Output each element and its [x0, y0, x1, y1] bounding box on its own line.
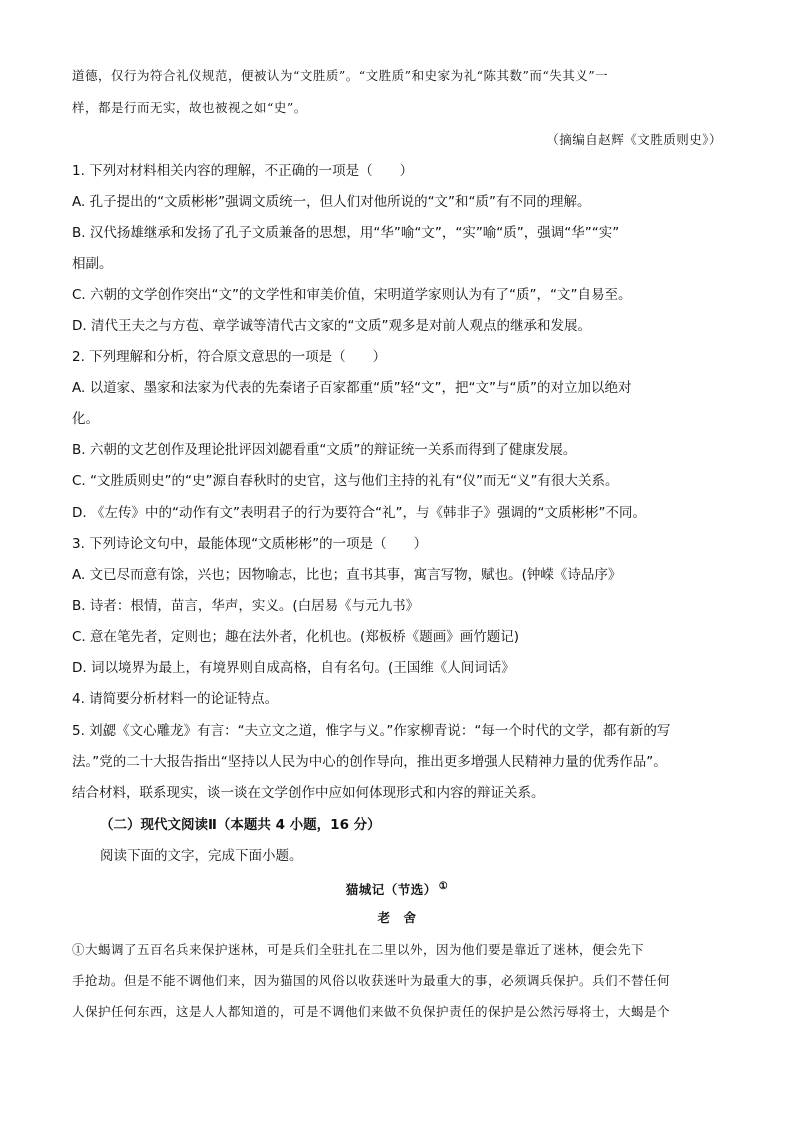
passage-title — [0, 877, 794, 900]
paragraph-line: 道德，仅行为符合礼仪规范，便被认为“文胜质”。“文胜质”和史家为礼“陈其数”而“失其义”一 — [72, 68, 609, 83]
question-1-option-d: D. 清代王夫之与方苞、章学诚等清代古文家的“文质”观多是对前人观点的继承和发展。 — [72, 318, 591, 334]
question-4-stem: 4. 请简要分析材料一的论证特点。 — [72, 691, 279, 707]
question-2-option-b: B. 六朝的文艺创作及理论批评因刘勰看重“文质”的辩证统一关系而得到了健康发展。 — [72, 442, 577, 458]
section-instruction: 阅读下面的文字，完成下面小题。 — [100, 848, 303, 864]
question-5-line: 5. 刘勰《文心雕龙》有言：“夫立文之道，惟字与义。”作家柳青说：“每一个时代的文学，都有新的写 — [72, 723, 671, 739]
passage-title-text: 猫城记（节选） — [345, 882, 437, 898]
question-3-option-c: C. 意在笔先者，定则也；趣在法外者，化机也。(郑板桥《题画》画竹题记) — [72, 629, 520, 645]
question-5-line: 结合材料，联系现实，谈一谈在文学创作中应如何体现形式和内容的辩证关系。 — [72, 785, 545, 801]
footnote-marker: ① — [438, 881, 449, 892]
question-2-option-d: D. 《左传》中的“动作有文”表明君子的行为要符合“礼”，与《韩非子》强调的“文质彬彬”不同。 — [72, 505, 646, 521]
question-1-stem: 1. 下列对材料相关内容的理解，不正确的一项是（ ） — [72, 163, 414, 179]
question-2-stem: 2. 下列理解和分析，符合原文意思的一项是（ ） — [72, 349, 387, 365]
section-heading: （二）现代文阅读Ⅱ（本题共 4 小题，16 分） — [100, 817, 381, 833]
question-3-option-a: A. 文已尽而意有馀，兴也；因物喻志，比也；直书其事，寓言写物，赋也。(钟嵘《诗品序》 — [72, 567, 622, 583]
question-2-option-a: A. 以道家、墨家和法家为代表的先秦诸子百家都重“质”轻“文”，把“文”与“质”的对立加以绝对 — [72, 380, 632, 396]
question-1-option-b: B. 汉代扬雄继承和发扬了孔子文质兼备的思想，用“华”喻“文”，“实”喻“质”，强调“华”“实” — [72, 225, 620, 241]
paragraph-line: 样，都是行而无实，故也被视之如“史”。 — [72, 100, 307, 115]
passage-line: 手抢劫。但是不能不调他们来，因为猫国的风俗以收获迷叶为最重大的事，必须调兵保护。兵们不替任何 — [72, 973, 671, 988]
question-3-option-d: D. 词以境界为最上，有境界则自成高格，自有名句。(王国维《人间词话》 — [72, 660, 515, 676]
question-5-line: 法。”党的二十大报告指出“坚持以人民为中心的创作导向，推出更多增强人民精神力量的优秀作品”。 — [72, 754, 667, 770]
passage-line: 人保护任何东西，这是人人都知道的，可是不调他们来做不负保护责任的保护是公然污辱将士，大蝎是个 — [72, 1004, 671, 1019]
question-3-stem: 3. 下列诗论文句中，最能体现“文质彬彬”的一项是（ ） — [72, 536, 428, 552]
question-3-option-b: B. 诗者：根情，苗言，华声，实义。(白居易《与元九书》 — [72, 598, 420, 614]
source-citation: （摘编自赵辉《文胜质则史》） — [546, 132, 722, 147]
passage-author: 老 舍 — [377, 910, 417, 925]
question-1-option-b-cont: 相副。 — [72, 256, 113, 272]
question-2-option-a-cont: 化。 — [72, 411, 99, 427]
question-1-option-a: A. 孔子提出的“文质彬彬”强调文质统一，但人们对他所说的“文”和“质”有不同的理解。 — [72, 194, 591, 210]
question-1-option-c: C. 六朝的文学创作突出“文”的文学性和审美价值，宋明道学家则认为有了“质”，“文”自易至。 — [72, 287, 632, 303]
question-2-option-c: C. “文胜质则史”的“史”源自春秋时的史官，这与他们主持的礼有“仪”而无“义”有很大关系。 — [72, 473, 619, 489]
passage-line: ①大蝎调了五百名兵来保护迷林，可是兵们全驻扎在二里以外，因为他们要是靠近了迷林，便会先下 — [72, 942, 645, 957]
